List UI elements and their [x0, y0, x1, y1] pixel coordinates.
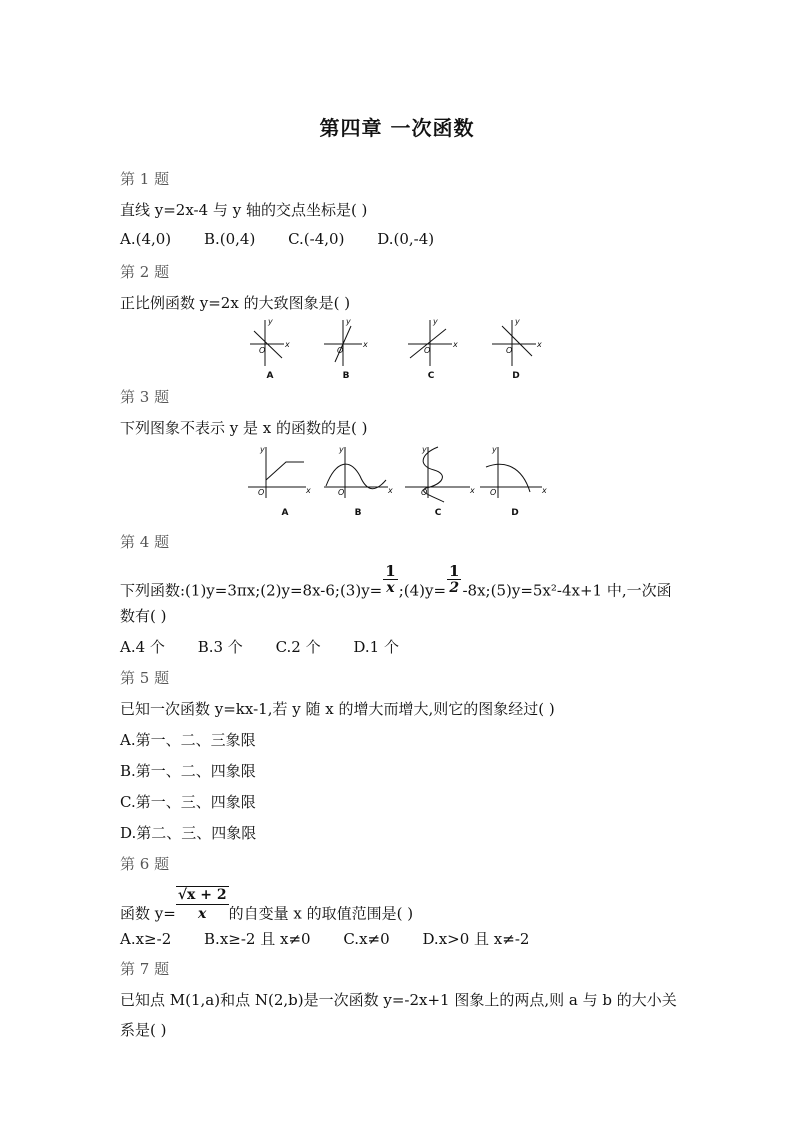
axis-y-label: y — [492, 445, 497, 454]
figure-label-a: A — [266, 371, 274, 381]
figure-label-d: D — [512, 371, 520, 381]
option-a: A.(4,0) — [120, 230, 172, 248]
fraction-numerator: 1 — [449, 562, 460, 580]
question-1-options — [120, 230, 462, 248]
question-5-option-c: C.第一、三、四象限 — [120, 793, 256, 811]
option-a: A.x≥-2 — [120, 930, 172, 948]
stem-text: 函数 y= — [120, 904, 176, 923]
option-c: C.(-4,0) — [288, 230, 345, 248]
axis-x-label: x — [537, 340, 542, 349]
chapter-title: 第四章 一次函数 — [319, 116, 475, 140]
fraction-denominator: x — [176, 904, 229, 921]
origin-label: O — [337, 346, 344, 355]
question-6-number: 第 6 题 — [120, 855, 170, 873]
axis-x-label: x — [542, 486, 547, 495]
question-5-stem: 已知一次函数 y=kx-1,若 y 随 x 的增大而增大,则它的图象经过( ) — [120, 700, 555, 718]
option-d: D.x>0 且 x≠-2 — [422, 930, 530, 948]
question-7-number: 第 7 题 — [120, 960, 170, 978]
fraction-sqrt — [176, 888, 229, 921]
figure-label-a: A — [281, 508, 289, 518]
origin-label: O — [338, 488, 345, 497]
option-c: C.x≠0 — [343, 930, 390, 948]
axis-x-label: x — [285, 340, 290, 349]
option-d: D.1 个 — [353, 638, 399, 656]
axis-y-label: y — [515, 317, 520, 326]
question-5-option-b: B.第一、二、四象限 — [120, 762, 256, 780]
question-1-stem: 直线 y=2x-4 与 y 轴的交点坐标是( ) — [120, 201, 368, 219]
origin-label: O — [259, 346, 266, 355]
question-6-stem — [120, 887, 414, 931]
fraction-denominator: x — [383, 579, 397, 595]
radical-expression: √x + 2 — [177, 887, 227, 903]
axis-y-label: y — [433, 317, 438, 326]
stem-text: 下列函数:(1)y=3πx;(2)y=8x-6;(3)y= — [120, 581, 383, 600]
question-7-stem: 已知点 M(1,a)和点 N(2,b)是一次函数 y=-2x+1 图象上的两点,则 a 与 b 的大小关 — [120, 991, 677, 1009]
question-4-options — [120, 636, 427, 657]
origin-label: O — [506, 346, 513, 355]
axis-y-label: y — [339, 445, 344, 454]
figure-label-c: C — [434, 508, 442, 518]
question-4-stem-continued: 数有( ) — [120, 607, 167, 625]
figure-label-b: B — [354, 508, 362, 518]
origin-label: O — [424, 346, 431, 355]
question-7-stem-continued: 系是( ) — [120, 1021, 167, 1039]
option-d: D.(0,-4) — [377, 230, 435, 248]
question-5-option-d: D.第二、三、四象限 — [120, 824, 257, 842]
figure-label-c: C — [427, 371, 435, 381]
fraction-one-over-two — [447, 564, 461, 595]
question-3-figure — [240, 442, 560, 520]
axis-x-label: x — [453, 340, 458, 349]
option-b: B.x≥-2 且 x≠0 — [204, 930, 311, 948]
question-4-number: 第 4 题 — [120, 533, 170, 551]
axis-x-label: x — [363, 340, 368, 349]
question-6-options — [120, 928, 557, 949]
axis-y-label: y — [260, 445, 265, 454]
option-a: A.4 个 — [120, 638, 165, 656]
option-b: B.(0,4) — [203, 230, 256, 248]
question-4-stem — [120, 562, 672, 607]
figure-label-b: B — [342, 371, 350, 381]
axis-y-label: y — [346, 317, 351, 326]
axis-x-label: x — [470, 486, 475, 495]
question-3-stem: 下列图象不表示 y 是 x 的函数的是( ) — [120, 419, 368, 437]
stem-text: -8x;(5)y=5x²-4x+1 中,一次函 — [462, 581, 672, 600]
figure-label-d: D — [511, 508, 519, 518]
question-5-number: 第 5 题 — [120, 669, 170, 687]
axis-x-label: x — [306, 486, 311, 495]
origin-label: O — [421, 488, 428, 497]
fraction-numerator — [176, 888, 229, 902]
origin-label: O — [490, 488, 497, 497]
axis-y-label: y — [422, 445, 427, 454]
fraction-one-over-x — [383, 564, 397, 595]
fraction-denominator: 2 — [447, 579, 461, 595]
question-2-number: 第 2 题 — [120, 263, 170, 281]
question-2-stem: 正比例函数 y=2x 的大致图象是( ) — [120, 294, 351, 312]
stem-text: ;(4)y= — [398, 581, 447, 600]
question-5-option-a: A.第一、二、三象限 — [120, 731, 256, 749]
axis-x-label: x — [388, 486, 393, 495]
option-b: B.3 个 — [197, 638, 243, 656]
origin-label: O — [258, 488, 265, 497]
question-1-number: 第 1 题 — [120, 170, 170, 188]
question-2-figure — [240, 316, 560, 382]
option-c: C.2 个 — [275, 638, 321, 656]
axis-y-label: y — [268, 317, 273, 326]
fraction-numerator: 1 — [385, 562, 396, 580]
stem-text: 的自变量 x 的取值范围是( ) — [228, 904, 414, 923]
question-3-number: 第 3 题 — [120, 388, 170, 406]
